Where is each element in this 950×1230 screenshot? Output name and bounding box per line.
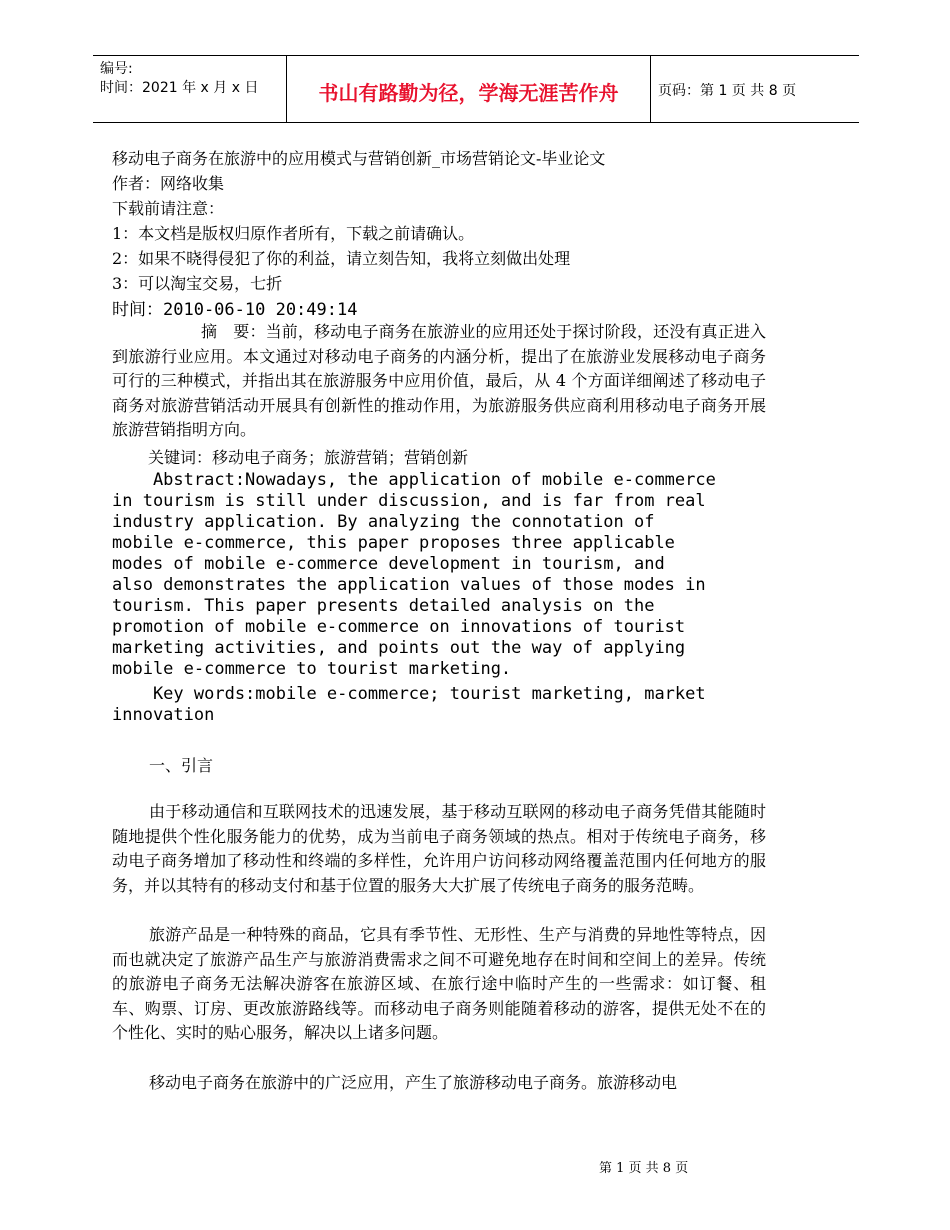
doc-datetime: 时间：2010-06-10 20:49:14 xyxy=(112,300,358,320)
header-page-info: 页码：第 1 页 共 8 页 xyxy=(658,83,797,99)
page-header xyxy=(93,55,859,123)
abstract-en: Abstract:Nowadays, the application of mobile e-commerce in tourism is still under discussion, and is far from real industry application. By analyzing the connotation of mobile e-commerce, this paper proposes three applicable modes of mobile e-commerce development in tourism, and also demonstrates the application values of those modes in tourism. This paper presents detailed analysis on the promotion of mobile e-commerce on innovations of tourist marketing activities, and points out the way of applying mobile e-commerce to tourist marketing. xyxy=(112,470,716,679)
doc-author: 作者：网络收集 xyxy=(112,174,225,193)
intro-paragraph-2: 旅游产品是一种特殊的商品，它具有季节性、无形性、生产与消费的异地性等特点，因而也就决定了旅游产品生产与旅游消费需求之间不可避免地存在时间和空间上的差异。传统的旅游电子商务无法解决游客在旅游区域、在旅行途中临时产生的一些需求：如订餐、租车、购票、订房、更改旅游路线等。而移动电子商务则能随着移动的游客，提供无处不在的个性化、实时的贴心服务，解决以上诸多问题。 xyxy=(112,925,766,1043)
section-heading-intro: 一、引言 xyxy=(149,756,214,775)
notice-item-1: 1：本文档是版权归原作者所有，下载之前请确认。 xyxy=(112,224,475,243)
notice-heading: 下载前请注意： xyxy=(112,199,225,218)
notice-item-2: 2：如果不晓得侵犯了你的利益，请立刻告知，我将立刻做出处理 xyxy=(112,249,571,268)
page-footer: 第 1 页 共 8 页 xyxy=(599,1161,689,1176)
header-page-cell xyxy=(650,56,859,122)
header-motto: 书山有路勤为径，学海无涯苦作舟 xyxy=(318,81,619,105)
header-motto-cell xyxy=(286,56,651,122)
abstract-cn: 摘 要：当前，移动电子商务在旅游业的应用还处于探讨阶段，还没有真正进入到旅游行业应用。本文通过对移动电子商务的内涵分析，提出了在旅游业发展移动电子商务可行的三种模式，并指出其在旅游服务中应用价值，最后，从 4 个方面详细阐述了移动电子商务对旅游营销活动开展具有创新性的推动作用，为旅游服务供应商利用移动电子商务开展旅游营销指明方向。 xyxy=(112,322,766,440)
notice-item-3: 3：可以淘宝交易，七折 xyxy=(112,274,283,293)
doc-time-label: 时间：2021 年 x 月 x 日 xyxy=(100,80,259,96)
intro-paragraph-3: 移动电子商务在旅游中的广泛应用，产生了旅游移动电子商务。旅游移动电 xyxy=(149,1073,678,1092)
keywords-en: Key words:mobile e-commerce; tourist marketing, market innovation xyxy=(112,684,706,725)
doc-title: 移动电子商务在旅游中的应用模式与营销创新_市场营销论文-毕业论文 xyxy=(112,149,606,168)
header-meta-cell xyxy=(93,56,286,122)
doc-code-label: 编号: xyxy=(100,61,133,77)
intro-paragraph-1: 由于移动通信和互联网技术的迅速发展，基于移动互联网的移动电子商务凭借其能随时随地提供个性化服务能力的优势，成为当前电子商务领域的热点。相对于传统电子商务，移动电子商务增加了移动性和终端的多样性，允许用户访问移动网络覆盖范围内任何地方的服务，并以其特有的移动支付和基于位置的服务大大扩展了传统电子商务的服务范畴。 xyxy=(112,802,766,895)
keywords-cn: 关键词：移动电子商务；旅游营销；营销创新 xyxy=(148,448,469,467)
